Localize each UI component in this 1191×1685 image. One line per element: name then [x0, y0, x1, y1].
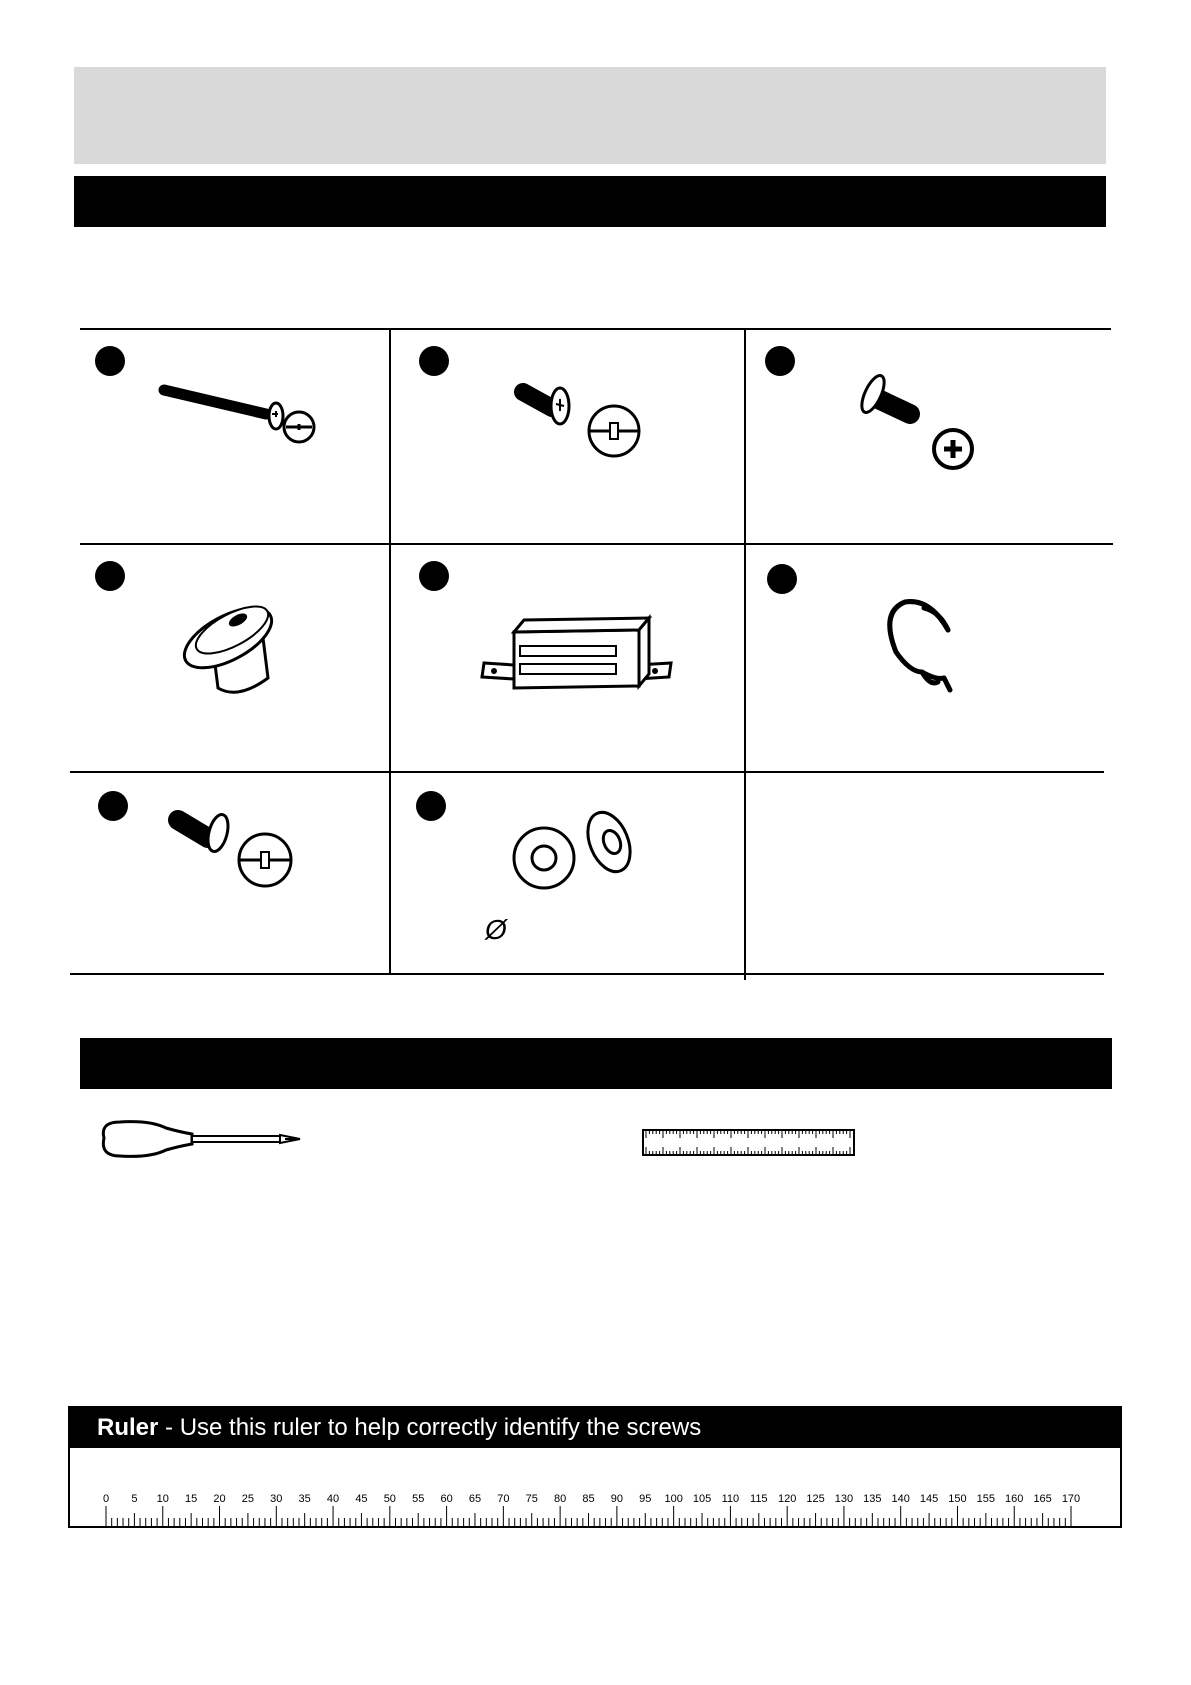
ruler-label-45: 45	[355, 1493, 368, 1505]
ruler-label-95: 95	[639, 1493, 652, 1505]
ruler-label-65: 65	[468, 1493, 482, 1505]
ruler-label-125: 125	[806, 1493, 825, 1505]
ruler-label-60: 60	[440, 1493, 453, 1505]
ruler-label-30: 30	[270, 1493, 283, 1505]
knob-icon	[175, 596, 280, 692]
ruler-label-145: 145	[919, 1493, 939, 1505]
ruler-title-bold: Ruler	[97, 1414, 159, 1441]
ruler-label-90: 90	[610, 1493, 624, 1505]
ruler-label-160: 160	[1005, 1493, 1024, 1505]
flange-screw-icon	[857, 372, 972, 468]
ruler-label-25: 25	[241, 1493, 255, 1505]
fitting-marker-5	[419, 561, 449, 591]
ruler-label-120: 120	[777, 1493, 797, 1505]
tools-heading-bar	[80, 1038, 1112, 1089]
ruler-label-100: 100	[664, 1493, 683, 1505]
ruler-label-140: 140	[891, 1493, 910, 1505]
fitting-marker-1	[95, 346, 125, 376]
magnetic-catch-icon	[482, 618, 671, 688]
ruler-title	[70, 1408, 1120, 1448]
wire-clip-icon	[890, 602, 950, 690]
ruler-label-70: 70	[497, 1493, 510, 1505]
ruler-label-80: 80	[553, 1493, 567, 1505]
ruler-label-55: 55	[412, 1493, 425, 1505]
ruler-label-110: 110	[721, 1493, 740, 1505]
ruler-label-170: 170	[1061, 1493, 1081, 1505]
diameter-symbol: Ø	[485, 914, 507, 945]
ruler-label-150: 150	[948, 1493, 967, 1505]
fitting-marker-4	[95, 561, 125, 591]
ruler-label-15: 15	[185, 1493, 198, 1505]
ruler-label-50: 50	[383, 1493, 396, 1505]
fitting-marker-2	[419, 346, 449, 376]
ruler-label-40: 40	[326, 1493, 340, 1505]
ruler-label-135: 135	[863, 1493, 882, 1505]
long-screw-icon	[164, 390, 314, 442]
tools-row	[0, 1110, 1191, 1170]
ruler-label-105: 105	[692, 1493, 712, 1505]
ruler-icon	[643, 1130, 854, 1155]
ruler-label-75: 75	[525, 1493, 538, 1505]
ruler-label-5: 5	[131, 1493, 138, 1505]
fitting-marker-3	[765, 346, 795, 376]
ruler-label-130: 130	[834, 1493, 854, 1505]
ruler-panel	[68, 1406, 1122, 1528]
ruler-label-115: 115	[750, 1493, 768, 1505]
ruler-label-10: 10	[156, 1493, 169, 1505]
fitting-marker-8	[416, 791, 446, 821]
ruler-label-20: 20	[213, 1493, 226, 1505]
screwdriver-icon	[103, 1122, 300, 1157]
ruler-label-165: 165	[1033, 1493, 1052, 1505]
ruler-label-155: 155	[976, 1493, 996, 1505]
ruler-title-text: - Use this ruler to help correctly identify the screws	[158, 1414, 702, 1441]
ruler-label-35: 35	[298, 1493, 311, 1505]
ruler-scale	[70, 1448, 1120, 1528]
fitting-marker-6	[767, 564, 797, 594]
ruler-label-0: 0	[102, 1493, 110, 1505]
short-screw-icon	[523, 388, 639, 456]
small-screw-icon	[178, 812, 291, 886]
fitting-marker-7	[98, 791, 128, 821]
washer-icon	[514, 806, 638, 888]
ruler-label-85: 85	[582, 1493, 595, 1505]
